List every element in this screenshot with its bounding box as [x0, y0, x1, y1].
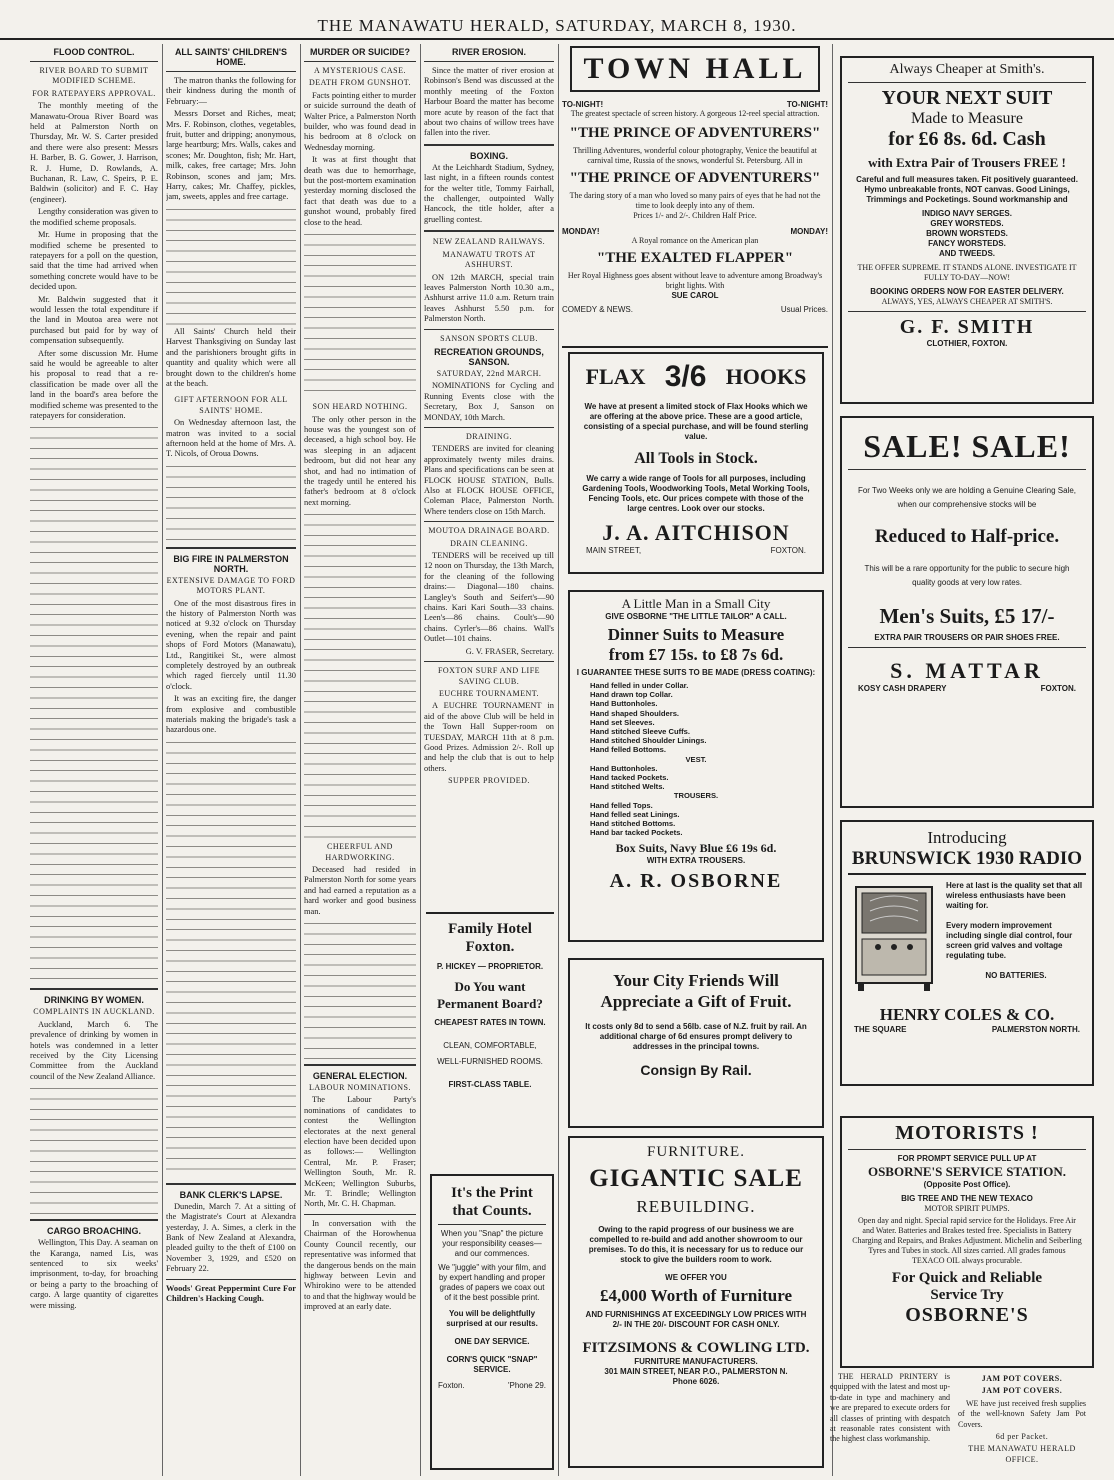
motor-slogan: Service Try	[930, 1287, 1004, 1303]
comedy-news: COMEDY & NEWS.	[562, 305, 633, 314]
column-2	[166, 44, 296, 1476]
article-subheading: DEATH FROM GUNSHOT.	[308, 78, 412, 88]
notice-heading: DRAINING.	[465, 431, 513, 441]
snap-text: You will be delightfully surprised at our results.	[446, 1309, 538, 1328]
flax-price: 3/6	[664, 360, 707, 393]
article-paragraph: Messrs Dorset and Riches, meat; Mrs. F. Robinson, clothes, vegetables, fruit, butter and dripping; anonymous, large heartburg; Mrs. Walls, cakes and scones; Mr. Doughton, fish; Mr. Hart, milk, cakes, free cartage; Mrs. John Robinson, scones and jam; Mrs. Harry, cakes; Mr. Chaffey, pickles, jam, sweets, apples and free cartage.	[166, 109, 296, 202]
article-subheading: EXTENSIVE DAMAGE TO FORD MOTORS PLANT.	[166, 575, 296, 596]
firm-name: HENRY COLES & CO.	[879, 1005, 1055, 1024]
article-paragraph: The Labour Party's nominations of candidates to contest the Wellington electorates at the next general election have been decided upon as follows:— Wellington Central, Mr. P. Fraser; Wellington South, Mr. R. McKeen; Wellington Suburbs, Mr. T. Brindle; Wellington North, Mr. C. H. Chapman.	[304, 1095, 416, 1209]
notice-heading: RECREATION GROUNDS, SANSON.	[434, 346, 544, 367]
sale-text: This will be a rare opportunity for the public to secure high quality goods at very low rates.	[864, 564, 1070, 587]
article-heading: MURDER OR SUICIDE?	[309, 47, 410, 57]
article-paragraph: Mr. Hume in proposing that the modified scheme be presented to ratepayers for a poll on the question, said that the time had arrived when something concrete would have to be decided upon.	[30, 230, 158, 292]
article-paragraph	[30, 1084, 158, 1214]
firm-street: MAIN STREET,	[586, 546, 642, 555]
tools-text: We carry a wide range of Tools for all purposes, including Gardening Tools, Woodworking Tools, Metal Working Tools, Fencing Tools, etc. Our prices compete with those of the large centres. Look over our stocks.	[582, 474, 810, 513]
tailor-vest-list	[576, 764, 816, 792]
article-paragraph: On Wednesday afternoon last, the matron was invited to a social afternoon held at the home of Mrs. A. T. Nicols, of Oroua Downs.	[166, 418, 296, 459]
motorists-service-ad	[840, 1116, 1094, 1368]
tailor-list-item: Hand tacked Pockets.	[590, 773, 669, 783]
notice-text: ON 12th MARCH, special train leaves Palmerston North 10.30 a.m., Ashhurst arrive 11.0 a.m. Return train leaves Ashhurst 5.50 p.m. for Palmerston North.	[424, 272, 554, 324]
article-paragraph: Lengthy consideration was given to the modified scheme proposals.	[30, 207, 158, 227]
radio-title: BRUNSWICK 1930 RADIO	[848, 848, 1086, 875]
notice-signature: G. V. FRASER, Secretary.	[465, 646, 554, 656]
hotel-table: FIRST-CLASS TABLE.	[448, 1080, 532, 1089]
tailor-list-item: Hand stitched Bottoms.	[590, 819, 676, 829]
radio-intro: Introducing	[927, 828, 1007, 847]
article-paragraph	[304, 510, 416, 840]
brunswick-radio-ad	[840, 820, 1094, 1086]
jampot-heading: JAM POT COVERS.	[981, 1374, 1063, 1383]
notice-heading: FOXTON SURF AND LIFE SAVING CLUB.	[437, 666, 541, 686]
tailor-list-item: Hand stitched Welts.	[590, 782, 665, 792]
herald-printery-notice	[830, 1372, 950, 1472]
sale-extra: EXTRA PAIR TROUSERS OR PAIR SHOES FREE.	[874, 633, 1060, 642]
jampot-office: THE MANAWATU HERALD OFFICE.	[968, 1444, 1076, 1464]
tailor-list-item: Hand Buttonholes.	[590, 699, 658, 709]
motor-text: Open day and night. Special rapid service for the Holidays. Free Air and Water. Batteries and Brakes tested free. Specialists in Battery Charging and Repairs, and Brakes Adjustment. Michelin and Seiberling Tyres and Tubes in stock. All sizes carried. All grades famous TEXACO OIL always procurable.	[852, 1216, 1082, 1265]
radio-nobatteries: NO BATTERIES.	[985, 971, 1047, 980]
article-subheading: RIVER BOARD TO SUBMIT MODIFIED SCHEME.	[39, 66, 149, 86]
notice-heading: SATURDAY, 22nd MARCH.	[436, 368, 542, 378]
smith-text: Careful and full measures taken. Fit positively guaranteed. Hymo unbreakable fronts, NOT canvas. Good Linings, Trimmings and Pocketings. Sound workmanship and	[856, 175, 1078, 204]
fruit-cta: Consign By Rail.	[640, 1062, 752, 1078]
sale-reduced: Reduced to Half-price.	[874, 526, 1060, 547]
firm-address: THE SQUARE	[854, 1025, 907, 1034]
town-hall-intro: The greatest spectacle of screen history. A gorgeous 12-reel special attraction.	[570, 109, 820, 118]
smith-booking: BOOKING ORDERS NOW FOR EASTER DELIVERY.	[870, 287, 1064, 296]
article-paragraph	[166, 738, 296, 1178]
tailor-call: GIVE OSBORNE "THE LITTLE TAILOR" A CALL.	[605, 612, 787, 621]
jampot-heading: JAM POT COVERS.	[981, 1386, 1063, 1396]
motorists-title: MOTORISTS !	[895, 1122, 1039, 1144]
film-title: "THE PRINCE OF ADVENTURERS"	[569, 125, 821, 141]
mattar-sale-ad	[840, 416, 1094, 808]
firm-address: 301 MAIN STREET, NEAR P.O., PALMERSTON N.	[604, 1367, 788, 1376]
column-1	[30, 44, 158, 1476]
tailor-trousers-list	[576, 801, 816, 838]
firm-sub: KOSY CASH DRAPERY	[858, 684, 947, 693]
smith-top: Always Cheaper at Smith's.	[889, 62, 1045, 77]
jam-pot-notice	[958, 1372, 1086, 1472]
tools-heading: All Tools in Stock.	[634, 450, 758, 467]
firm-town: FOXTON.	[1040, 684, 1076, 693]
article-paragraph: After some discussion Mr. Hume said he would be agreeable to alter his proposal to read that a re-classification be made over all the land in the board's area before the modified scheme was presented to the ratepayers for consideration.	[30, 348, 158, 420]
notice-heading: EUCHRE TOURNAMENT.	[438, 688, 540, 698]
article-paragraph: Dunedin, March 7. At a sitting of the Magistrate's Court at Alexandra yesterday, J. A. Simes, a clerk in the Bank of New Zealand at Alexandra, pleaded guilty to the theft of £100 on November 3, 1929, and £520 on February 22.	[166, 1201, 296, 1274]
firm-name: FITZSIMONS & COWLING LTD.	[582, 1340, 810, 1356]
firm-address: PALMERSTON NORTH.	[991, 1025, 1080, 1034]
notice-heading: MANAWATU TROTS AT ASHHURST.	[442, 249, 536, 270]
snap-title: It's the Print that Counts.	[451, 1185, 533, 1219]
notice-heading: MOUTOA DRAINAGE BOARD.	[428, 526, 550, 536]
smith-cloth-item: INDIGO NAVY SERGES.	[922, 209, 1012, 218]
osborne-tailor-ad	[568, 590, 824, 942]
tailor-title: A Little Man in a Small City	[621, 596, 771, 611]
motor-line: (Opposite Post Office).	[923, 1180, 1011, 1189]
article-paragraph	[304, 230, 416, 400]
rebuilding-heading: REBUILDING.	[636, 1197, 756, 1216]
flax-hooks-ad	[568, 352, 824, 574]
flax-text: We have at present a limited stock of Flax Hooks which we are offering at the above price. These are a good article, consisting of a special purchase, and will be found sterling value.	[583, 402, 809, 441]
notice-text: TENDERS are invited for cleaning approximately twenty miles drains. Plans and specifications can be seen at FLOCK HOUSE STATION, Bulls. Also at FLOCK HOUSE OFFICE, Coleman Place, Palmerston North. Where tenders close on 15th March.	[424, 444, 554, 516]
fruit-text: It costs only 8d to send a 56lb. case of N.Z. fruit by rail. An additional charge of 6d ensures prompt delivery to addresses in the principal towns.	[585, 1022, 807, 1051]
notice-heading: SANSON SPORTS CLUB.	[440, 333, 538, 343]
article-subheading: A MYSTERIOUS CASE.	[314, 66, 406, 75]
trousers-heading: TROUSERS.	[673, 791, 719, 801]
snap-text: When you "Snap" the picture your responsibility ceases—and our commences.	[440, 1229, 544, 1258]
sale-heading: GIGANTIC SALE	[589, 1165, 803, 1192]
film-title: "THE EXALTED FLAPPER"	[596, 250, 794, 266]
smith-cloth-item: BROWN WORSTEDS.	[926, 229, 1008, 238]
tailor-list-item: Hand felled Tops.	[590, 800, 653, 810]
column-rule	[832, 44, 833, 1476]
firm-name: S. MATTAR	[890, 658, 1044, 683]
fruit-title: Your City Friends Will Appreciate a Gift of Fruit.	[600, 971, 792, 1011]
tailor-list-item: Hand bar tacked Pockets.	[590, 828, 683, 838]
film-intro: A Royal romance on the American plan	[631, 236, 759, 245]
article-heading: BOXING.	[469, 150, 508, 161]
motor-line: FOR PROMPT SERVICE PULL UP AT	[897, 1154, 1037, 1163]
article-paragraph: Wellington, This Day. A seaman on the Karanga, named Lis, was sentenced to six weeks' imprisonment, to-day, for broaching or being a party to the broaching of cargo. A large quantity of cigarettes were missing.	[30, 1238, 158, 1310]
article-paragraph: The monthly meeting of the Manawatu-Oroua River Board was held at Palmerston North on Thursday, Mr. W. S. Carter presided and there were also present: Messrs H. Barber, B. G. Gower, J. Harrison, R. J. Hume, D. Rowlands, A. Buchanan, R. Law, C. Speirs, P. E. Baldwin (solicitor) and F. C. Hay (engineer).	[30, 101, 158, 204]
radio-cabinet-icon	[848, 881, 940, 993]
tailor-suits: Dinner Suits to Measure	[607, 625, 785, 644]
article-paragraph	[166, 205, 296, 325]
firm-sub: CLOTHIER, FOXTON.	[926, 339, 1008, 348]
tailor-guarantee: I GUARANTEE THESE SUITS TO BE MADE (DRESS COATING):	[576, 668, 816, 677]
article-paragraph: At the Leichhardt Stadium, Sydney, last night, in a fifteen rounds contest for the welter title, Tommy Fairhall, the challenger, outpointed Wally Hancock, the title holder, after a gruelling contest.	[424, 162, 554, 224]
article-paragraph: In conversation with the Chairman of the Horowhenua County Council recently, our representative was informed that the dangerous bends on the main highway between Levin and Whirokino were to be attended to and that the highway would be improved at an early date.	[304, 1218, 416, 1312]
film-title: "THE PRINCE OF ADVENTURERS"	[569, 170, 821, 186]
article-paragraph: All Saints' Church held their Harvest Thanksgiving on Sunday last and the parishioners brought gifts in quantity and quality which were all brought down to the children's home at the beach.	[166, 326, 296, 388]
smith-cloth-item: GREY WORSTEDS.	[930, 219, 1004, 228]
column-rule	[420, 44, 421, 1476]
town-hall-ad	[562, 44, 828, 348]
hotel-rates: CHEAPEST RATES IN TOWN.	[434, 1018, 546, 1027]
notice-heading: DRAIN CLEANING.	[450, 538, 528, 548]
smith-always: ALWAYS, YES, ALWAYS CHEAPER AT SMITH'S.	[881, 297, 1053, 306]
motor-line: BIG TREE AND THE NEW TEXACO	[901, 1194, 1033, 1203]
smith-suits-ad	[840, 56, 1094, 404]
tailor-list-item: Hand felled seat Linings.	[590, 809, 680, 819]
article-heading: BANK CLERK'S LAPSE.	[179, 1189, 283, 1200]
motor-station: OSBORNE'S SERVICE STATION.	[867, 1164, 1067, 1179]
motor-line: MOTOR SPIRIT PUMPS.	[924, 1204, 1010, 1213]
notice-heading: NEW ZEALAND RAILWAYS.	[432, 237, 546, 247]
article-paragraph: Deceased had resided in Palmerston North for some years and had earned a reputation as a hard worker and good business man.	[304, 864, 416, 916]
extra-trousers: WITH EXTRA TROUSERS.	[646, 856, 746, 866]
film-description: The daring story of a man who loved so many pairs of eyes that he had not the time to look deeply into any of them.	[569, 191, 821, 210]
article-paragraph	[304, 919, 416, 1059]
smith-offer: THE OFFER SUPREME. IT STANDS ALONE. INVESTIGATE IT FULLY TO-DAY—NOW!	[857, 263, 1077, 282]
firm-town: FOXTON.	[770, 546, 806, 555]
notice-text: TENDERS will be received up till 12 noon on Thursday, the 13th March, for the cleaning of the following drains:— Diagonal—180 chains. Langley's South and Seifert's—90 chains. Kari Kari South—33 chains. Leen's—86 chains. Coult's—90 chains. Cyrler's—86 chains. Wall's Outlet—101 chains.	[424, 551, 554, 644]
fitz-terms: AND FURNISHINGS AT EXCEEDINGLY LOW PRICES WITH 2/- IN THE 20/- DISCOUNT FOR CASH ONLY.	[585, 1310, 807, 1329]
tailor-coat-list	[576, 681, 816, 755]
article-subheading: FOR RATEPAYERS APPROVAL.	[32, 88, 156, 98]
column-rule	[162, 44, 163, 1476]
snap-phone: 'Phone 29.	[507, 1381, 546, 1390]
article-heading: GENERAL ELECTION.	[312, 1071, 408, 1081]
article-subheading: CHEERFUL AND HARDWORKING.	[325, 842, 395, 862]
tailor-list-item: Hand stitched Sleeve Cuffs.	[590, 727, 691, 737]
tailor-list-item: Hand drawn top Collar.	[590, 690, 673, 700]
furniture-heading: FURNITURE.	[647, 1144, 745, 1160]
printery-text: THE HERALD PRINTERY is equipped with the latest and most up-to-date in type and machinery and we are prepared to execute orders for all classes of printing with despatch at reasonable rates consistent with the highest class workmanship.	[830, 1372, 950, 1444]
fitz-offer: WE OFFER YOU	[665, 1273, 727, 1282]
jampot-price: 6d per Packet.	[995, 1432, 1049, 1442]
article-paragraph: Facts pointing either to murder or suicide surround the death of Walter Price, a Palmerston North builder, who was found dead in his bedroom at 8 o'clock on Wednesday morning.	[304, 90, 416, 152]
hotel-rooms: CLEAN, COMFORTABLE, WELL-FURNISHED ROOMS.	[437, 1041, 543, 1066]
firm-name: OSBORNE'S	[905, 1304, 1029, 1326]
tailor-list-item: Hand set Sleeves.	[590, 717, 655, 727]
smith-headline: Made to Measure	[911, 110, 1023, 127]
box-suits: Box Suits, Navy Blue £6 19s 6d.	[615, 841, 777, 856]
article-paragraph: Mr. Baldwin suggested that it would lessen the total expenditure if the land in Moutoa area were not purchased but paid for by way of compensation subsequently.	[30, 294, 158, 346]
radio-text: Here at last is the quality set that all wireless enthusiasts have been waiting for.	[946, 881, 1083, 910]
hotel-owner: P. HICKEY — PROPRIETOR.	[436, 962, 544, 971]
article-paragraph	[30, 423, 158, 983]
firm-phone: Phone 6026.	[672, 1377, 720, 1386]
smith-headline: YOUR NEXT SUIT	[881, 87, 1053, 109]
column-rule	[558, 44, 559, 1476]
article-heading: DRINKING BY WOMEN.	[44, 995, 144, 1006]
article-heading: FLOOD CONTROL.	[53, 47, 135, 57]
smith-cloth-list	[848, 209, 1086, 259]
monday-label: MONDAY!	[790, 227, 828, 236]
masthead	[0, 0, 1114, 40]
sale-suits: Men's Suits, £5 17/-	[879, 604, 1055, 628]
article-paragraph: The matron thanks the following for their kindness during the month of February:—	[166, 76, 296, 106]
town-hall-title: TOWN HALL	[570, 46, 820, 92]
advert-line: Woods' Great Peppermint Cure For Children's Hacking Cough.	[166, 1283, 296, 1304]
smith-price: for £6 8s. 6d. Cash	[888, 128, 1046, 150]
sale-title: SALE! SALE!	[863, 428, 1071, 464]
tailor-list-item: Hand Buttonholes.	[590, 763, 658, 773]
firm-name: A. R. OSBORNE	[609, 870, 783, 893]
smith-cloth-item: AND TWEEDS.	[939, 249, 995, 258]
article-heading: ALL SAINTS' CHILDREN'S HOME.	[174, 47, 288, 67]
tonight-label: TO-NIGHT!	[786, 100, 828, 109]
article-paragraph: Since the matter of river erosion at Robinson's Bend was discussed at the monthly meeting of the Foxton Harbour Board the matter has become more acute by reason of the fact that about two chains of willow trees have fallen into the river.	[424, 66, 554, 138]
masthead-title: THE MANAWATU HERALD, SATURDAY, MARCH 8, 1930.	[317, 16, 797, 35]
firm-name: G. F. SMITH	[899, 316, 1035, 338]
film-description: Thrilling Adventures, wonderful colour photography, Venice the beautiful at carnival time, Russia of the snows, wonderful St. Petersburg. All in	[573, 146, 817, 165]
column-3	[304, 44, 416, 1476]
radio-text: Every modern improvement including single dial control, four screen grid valves and voltage regulating tube.	[946, 921, 1073, 960]
article-heading: CARGO BROACHING.	[47, 1226, 141, 1237]
monday-label: MONDAY!	[562, 227, 600, 236]
article-paragraph: Auckland, March 6. The prevalence of drinking by women in hotels was condemned in a letter received by the City Licensing Committee from the Auckland council of the New Zealand Alliance.	[30, 1019, 158, 1081]
article-subheading: LABOUR NOMINATIONS.	[309, 1083, 411, 1092]
hooks-title: HOOKS	[725, 364, 807, 389]
article-paragraph	[166, 462, 296, 542]
snap-text: We "juggle" with your film, and by expert handling and proper grades of papers we coax out of it the best possible print.	[438, 1263, 546, 1302]
article-paragraph: The only other person in the house was the youngest son of deceased, a high school boy. He was sleeping in an adjacent bedroom, but did not hear any shot, and had no intimation of the tragedy until he entered his father's bedroom at 8 o'clock next morning.	[304, 414, 416, 507]
tonight-label: TO-NIGHT!	[562, 100, 604, 109]
notice-text: A EUCHRE TOURNAMENT in aid of the above Club will be held in the Town Hall Supper-room on TUESDAY, MARCH 11th at 8 p.m. Good Prizes. Admission 2/-. Roll up and help the club that is out to help others.	[424, 701, 554, 773]
smith-cloth-item: FANCY WORSTEDS.	[928, 239, 1006, 248]
film-star: SUE CAROL	[671, 291, 719, 300]
tailor-list-item: Hand stitched Shoulder Linings.	[590, 736, 707, 746]
article-subheading: GIFT AFTERNOON FOR ALL SAINTS' HOME.	[174, 395, 288, 415]
firm-name: J. A. AITCHISON	[602, 520, 790, 545]
hotel-question: Do You want Permanent Board?	[437, 979, 543, 1011]
article-subheading: SON HEARD NOTHING.	[312, 402, 408, 412]
tailor-list-item: Hand felled Bottoms.	[590, 745, 666, 755]
snap-shop: CORN'S QUICK "SNAP" SERVICE.	[446, 1355, 538, 1374]
fruit-by-rail-ad	[568, 958, 824, 1128]
tailor-price: from £7 15s. to £8 7s 6d.	[608, 645, 784, 664]
column-rule	[300, 44, 301, 1476]
smith-free: with Extra Pair of Trousers FREE !	[868, 155, 1066, 170]
snap-town: Foxton.	[438, 1381, 465, 1390]
article-paragraph: It was an exciting fire, the danger from explosive and combustible materials making the brigade's task a hazardous one.	[166, 694, 296, 735]
firm-sub: FURNITURE MANUFACTURERS.	[634, 1357, 758, 1366]
vest-heading: VEST.	[685, 754, 707, 764]
article-heading: RIVER EROSION.	[451, 47, 526, 57]
family-hotel-ad	[426, 912, 554, 1168]
article-subheading: COMPLAINTS IN AUCKLAND.	[33, 1007, 155, 1017]
tailor-list-item: Hand shaped Shoulders.	[590, 708, 680, 718]
motor-slogan: For Quick and Reliable	[891, 1270, 1043, 1286]
fitz-amount: £4,000 Worth of Furniture	[599, 1286, 793, 1305]
snap-service: ONE DAY SERVICE.	[454, 1337, 530, 1346]
snap-service-ad	[430, 1174, 554, 1470]
ticket-prices: Prices 1/- and 2/-. Children Half Price.	[633, 211, 757, 220]
article-paragraph: One of the most disastrous fires in the history of Palmerston North was noticed at 9.32 o'clock on Thursday evening, when the repair and paint shops of Ford Motors (Manawatu), Ltd., Rangitikei St., were almost completely destroyed by an outbreak which raged fiercely until 11.30 o'clock.	[166, 598, 296, 691]
sale-text: For Two Weeks only we are holding a Genuine Clearing Sale, when our comprehensive stocks will be	[857, 486, 1077, 509]
fitz-text: Owing to the rapid progress of our business we are compelled to re-build and add another showroom to our premises. To do this, it is necessary for us to reduce our stock to give the builders room to work.	[588, 1225, 804, 1264]
notice-text: NOMINATIONS for Cycling and Running Events close with the Secretary, Box J, Sanson on MONDAY, 10th March.	[424, 381, 554, 422]
article-heading: BIG FIRE IN PALMERSTON NORTH.	[173, 553, 289, 574]
hotel-title: Family Hotel Foxton.	[448, 921, 532, 955]
jampot-text: WE have just received fresh supplies of the well-known Safety Jam Pot Covers.	[958, 1398, 1086, 1429]
film-description: Her Royal Highness goes absent without leave to adventure among Broadway's bright lights. With	[567, 271, 823, 290]
usual-prices: Usual Prices.	[780, 305, 828, 314]
fitzsimons-furniture-ad	[568, 1136, 824, 1468]
tailor-list-item: Hand felled in under Collar.	[590, 681, 689, 690]
article-paragraph: It was at first thought that death was due to hemorrhage, but the post-mortem examination yesterday morning disclosed the fact that death was due to a gunshot wound, probably fired close to the head.	[304, 155, 416, 227]
flax-title: FLAX	[585, 364, 646, 389]
notice-heading: SUPPER PROVIDED.	[448, 776, 530, 786]
